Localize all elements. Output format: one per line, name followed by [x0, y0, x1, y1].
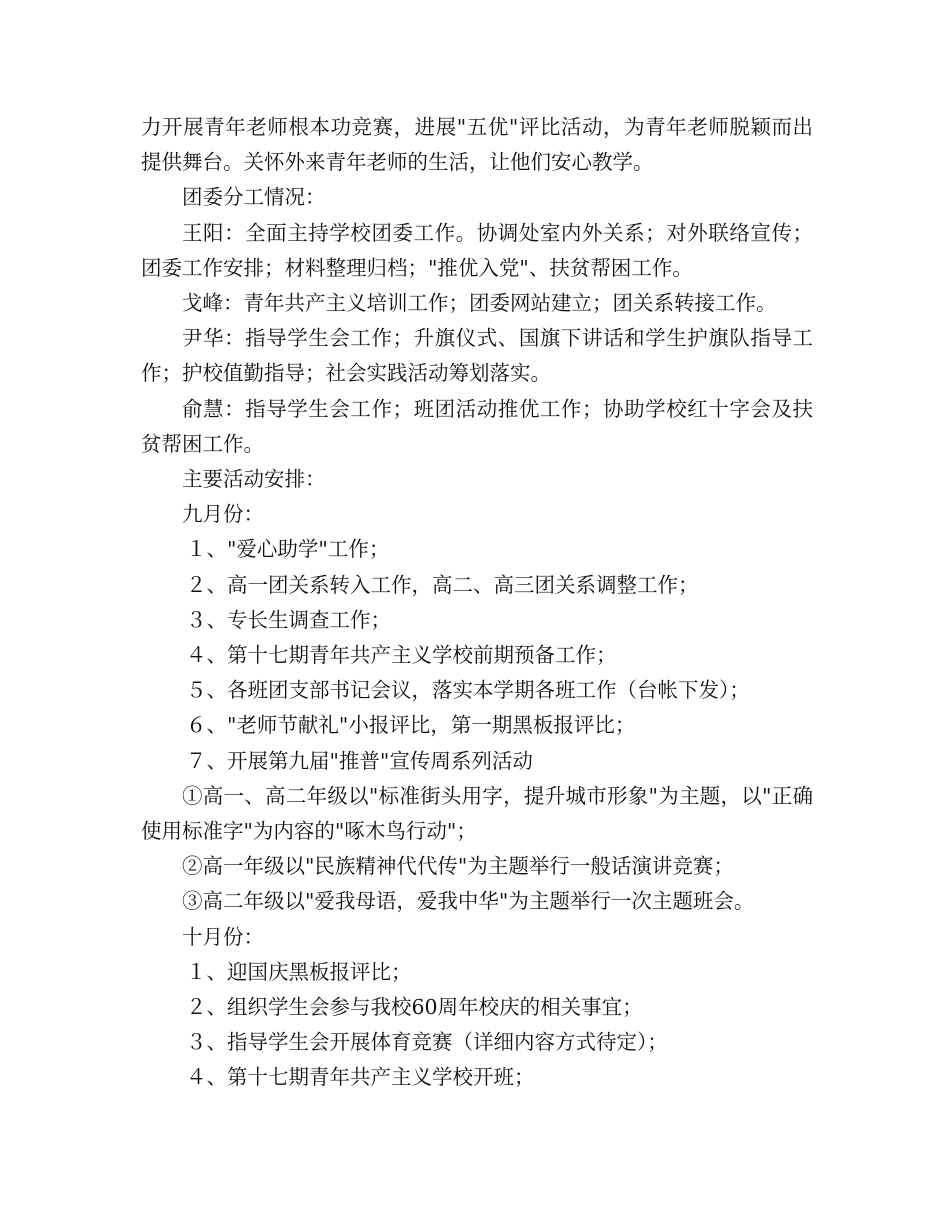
paragraph-wang-yang: 王阳：全面主持学校团委工作。协调处室内外关系；对外联络宣传；团委工作安排；材料整理归档；"推优入党"、扶贫帮困工作。: [141, 220, 813, 280]
paragraph-ge-feng: 戈峰：青年共产主义培训工作；团委网站建立；团关系转接工作。: [182, 291, 777, 316]
paragraph-yin-hua: 尹华：指导学生会工作；升旗仪式、国旗下讲话和学生护旗队指导工作；护校值勤指导；社会实践活动筹划落实。: [141, 326, 813, 386]
list-item-september-5: ５、各班团支部书记会议，落实本学期各班工作（台帐下发）；: [186, 678, 750, 703]
paragraph-intro-continuation: 力开展青年老师根本功竞赛，进展"五优"评比活动，为青年老师脱颖而出提供舞台。关怀外来青年老师的生活，让他们安心教学。: [141, 115, 813, 175]
heading-division-of-work: 团委分工情况：: [182, 185, 326, 210]
document-body: [141, 110, 813, 1096]
sub-item-1: ①高一、高二年级以"标准街头用字，提升城市形象"为主题，以"正确使用标准字"为内容的"啄木鸟行动"；: [141, 783, 813, 844]
list-item-october-2: ２、组织学生会参与我校60周年校庆的相关事宜；: [186, 995, 643, 1020]
list-item-september-3: ３、专长生调查工作；: [186, 607, 391, 632]
sub-item-3: ③高二年级以"爱我母语，爱我中华"为主题举行一次主题班会。: [182, 889, 755, 914]
sub-item-2: ②高一年级以"民族精神代代传"为主题举行一般话演讲竞赛；: [182, 854, 734, 879]
list-item-october-3: ３、指导学生会开展体育竞赛（详细内容方式待定）；: [186, 1030, 668, 1055]
list-item-october-4: ４、第十七期青年共产主义学校开班；: [186, 1065, 535, 1090]
list-item-september-1: １、"爱心助学"工作；: [186, 537, 390, 562]
list-item-september-6: ６、"老师节献礼"小报评比，第一期黑板报评比；: [186, 713, 636, 738]
heading-main-activities: 主要活动安排：: [182, 467, 326, 492]
list-item-september-2: ２、高一团关系转入工作，高二、高三团关系调整工作；: [186, 572, 699, 597]
paragraph-yu-hui: 俞慧：指导学生会工作；班团活动推优工作；协助学校红十字会及扶贫帮困工作。: [141, 396, 813, 456]
heading-september: 九月份：: [182, 502, 264, 527]
list-item-september-4: ４、第十七期青年共产主义学校前期预备工作；: [186, 643, 617, 668]
heading-october: 十月份：: [182, 924, 264, 949]
list-item-october-1: １、迎国庆黑板报评比；: [186, 959, 412, 984]
list-item-september-7: ７、开展第九届"推普"宣传周系列活动: [186, 748, 533, 773]
